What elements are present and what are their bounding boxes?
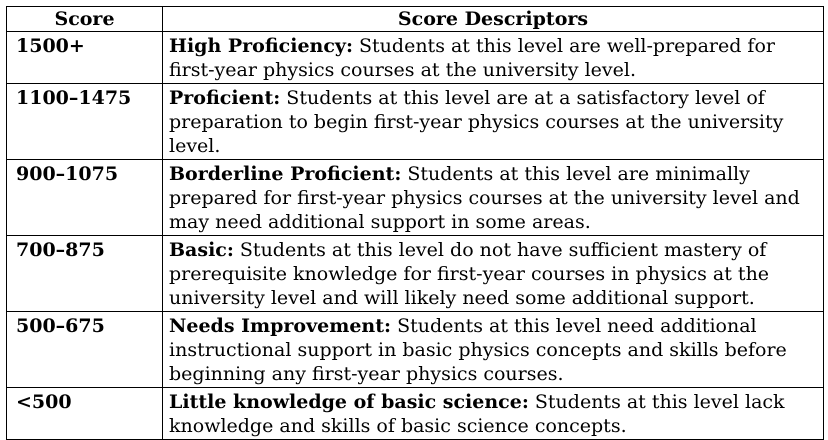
table-row <box>7 388 824 440</box>
descriptor-term: Proficient: <box>169 87 281 109</box>
table-row <box>7 32 824 84</box>
score-range: 900–1075 <box>7 160 163 236</box>
table-header-row <box>7 7 824 32</box>
descriptor-term: Little knowledge of basic science: <box>169 391 529 413</box>
score-range: <500 <box>7 388 163 440</box>
descriptor-term: Borderline Proficient: <box>169 163 402 185</box>
score-descriptor <box>163 32 824 84</box>
score-range: 500–675 <box>7 312 163 388</box>
score-descriptor <box>163 236 824 312</box>
score-descriptor <box>163 84 824 160</box>
descriptor-text: Students at this level need additional instructional support in basic physics concepts and skills before beginning any first-year physics courses. <box>169 315 787 385</box>
descriptor-term: Basic: <box>169 239 234 261</box>
score-descriptor <box>163 388 824 440</box>
header-score-descriptors: Score Descriptors <box>163 7 824 32</box>
score-descriptor <box>163 160 824 236</box>
descriptor-text: Students at this level are at a satisfactory level of preparation to begin first-year physics courses at the university level. <box>169 87 784 157</box>
score-range: 1100–1475 <box>7 84 163 160</box>
score-descriptor-table <box>6 6 824 440</box>
table-row <box>7 312 824 388</box>
descriptor-text: Students at this level are minimally prepared for first-year physics courses at the university level and may need additional support in some areas. <box>169 163 800 233</box>
table-row <box>7 160 824 236</box>
table-row <box>7 236 824 312</box>
score-range: 700–875 <box>7 236 163 312</box>
score-range: 1500+ <box>7 32 163 84</box>
descriptor-text: Students at this level lack knowledge and skills of basic science concepts. <box>169 391 785 437</box>
table-row <box>7 84 824 160</box>
score-descriptor <box>163 312 824 388</box>
descriptor-text: Students at this level do not have sufficient mastery of prerequisite knowledge for first-year courses in physics at the university level and will likely need some additional support. <box>169 239 770 309</box>
descriptor-term: High Proficiency: <box>169 35 353 57</box>
descriptor-term: Needs Improvement: <box>169 315 392 337</box>
descriptor-text: Students at this level are well-prepared for first-year physics courses at the university level. <box>169 35 775 81</box>
header-score: Score <box>7 7 163 32</box>
